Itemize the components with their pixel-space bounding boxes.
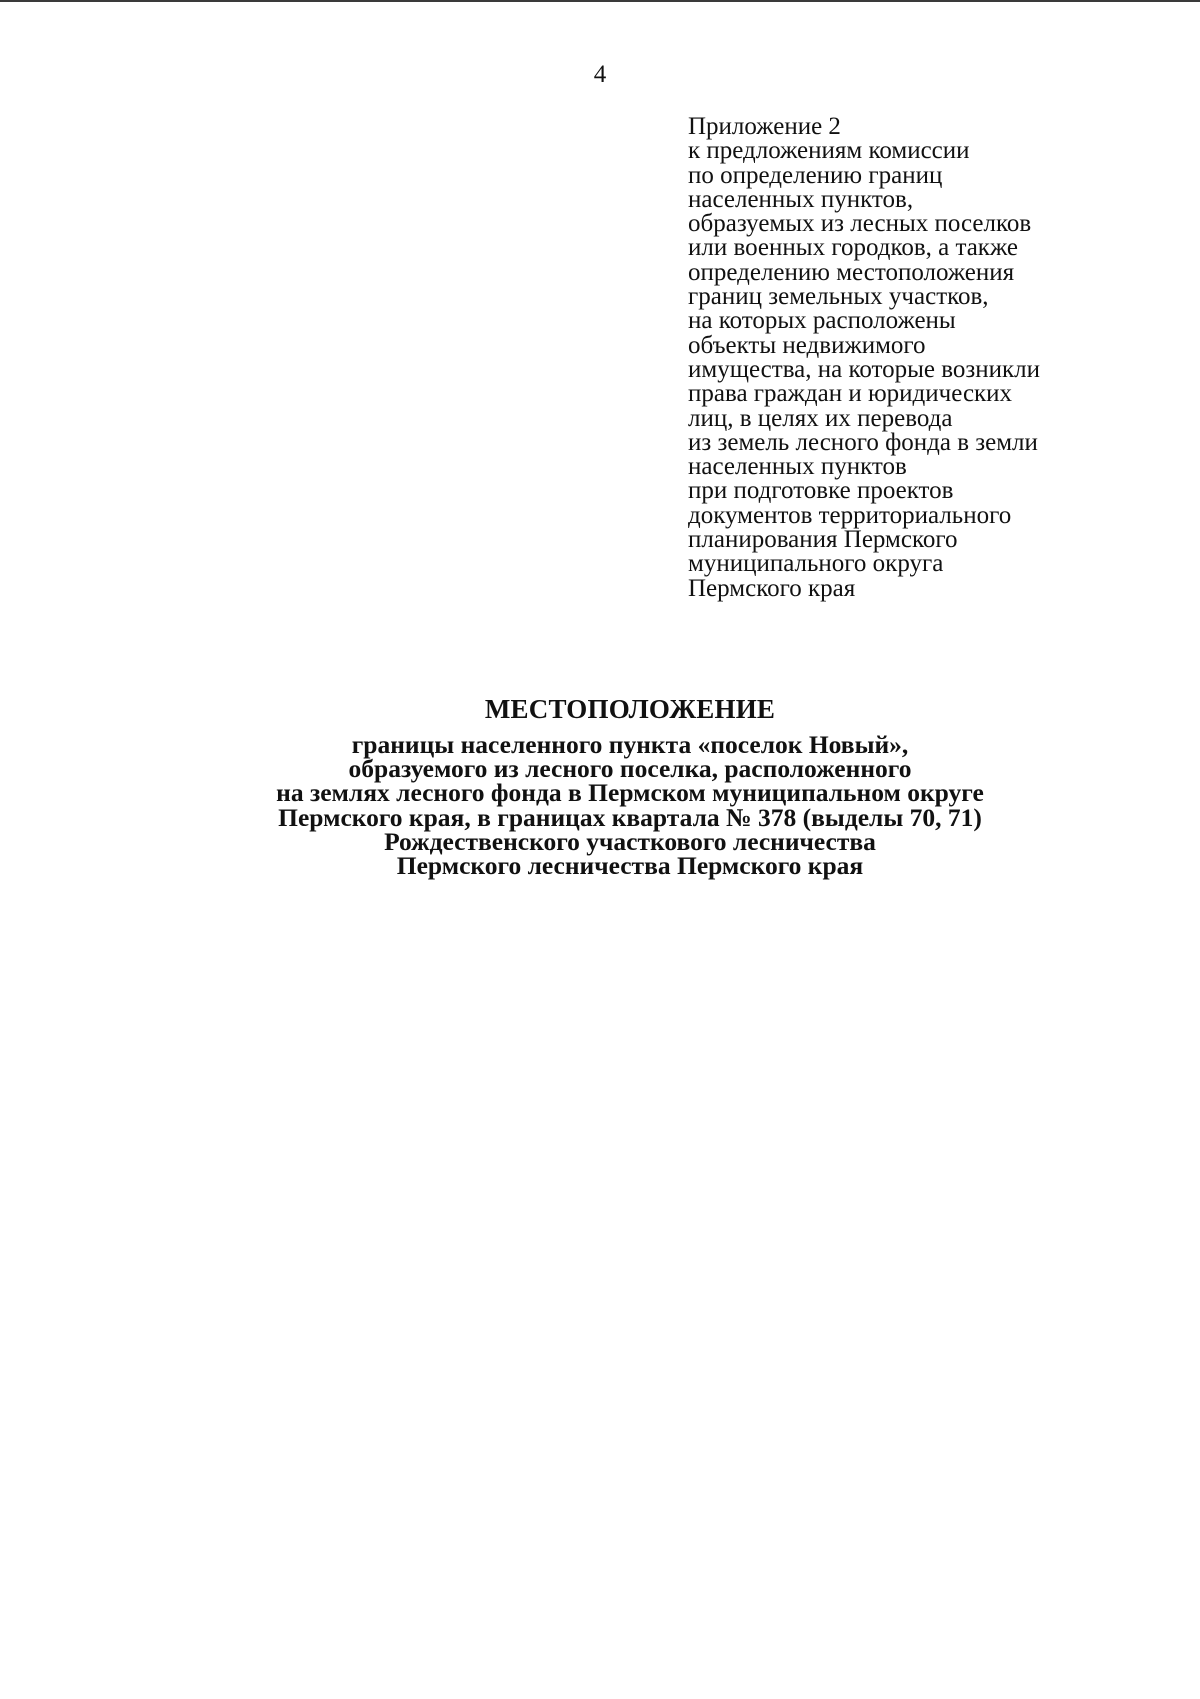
appendix-line: планирования Пермского — [688, 526, 958, 554]
appendix-line: на которых расположены — [688, 307, 956, 335]
appendix-line: муниципального округа — [688, 550, 944, 578]
appendix-line: права граждан и юридических — [688, 380, 1013, 408]
appendix-line: границ земельных участков, — [688, 283, 989, 311]
appendix-line: населенных пунктов, — [688, 185, 914, 213]
appendix-line: или военных городков, а также — [688, 234, 1018, 262]
subtitle-line: на землях лесного фонда в Пермском муниципальном округе — [276, 778, 984, 808]
appendix-line: Пермского края — [688, 574, 856, 602]
subtitle-line: границы населенного пункта «поселок Новый», — [351, 730, 909, 759]
document-subtitle — [0, 730, 1200, 881]
appendix-block — [688, 115, 1188, 601]
document-title: МЕСТОПОЛОЖЕНИЕ — [484, 694, 776, 724]
subtitle-line: образуемого из лесного поселка, расположенного — [348, 754, 912, 784]
appendix-line: объекты недвижимого — [688, 331, 926, 359]
page-number: 4 — [593, 61, 607, 88]
appendix-line: лиц, в целях их перевода — [688, 404, 953, 432]
subtitle-line: Пермского края, в границах квартала № 378 (выделы 70, 71) — [278, 802, 982, 832]
appendix-line: образуемых из лесных поселков — [688, 210, 1032, 238]
subtitle-line: Пермского лесничества Пермского края — [396, 851, 864, 881]
appendix-line: определению местоположения — [688, 258, 1015, 286]
appendix-line: к предложениям комиссии — [688, 137, 970, 165]
appendix-line: документов территориального — [688, 501, 1012, 529]
appendix-line: имущества, на которые возникли — [688, 355, 1041, 383]
appendix-line: из земель лесного фонда в земли — [688, 428, 1038, 456]
appendix-line: населенных пунктов — [688, 453, 907, 481]
appendix-line: Приложение 2 — [688, 113, 841, 140]
subtitle-line: Рождественского участкового лесничества — [384, 826, 876, 856]
appendix-line: при подготовке проектов — [688, 477, 954, 505]
appendix-line: по определению границ — [688, 161, 943, 189]
scan-top-edge — [0, 0, 1200, 2]
